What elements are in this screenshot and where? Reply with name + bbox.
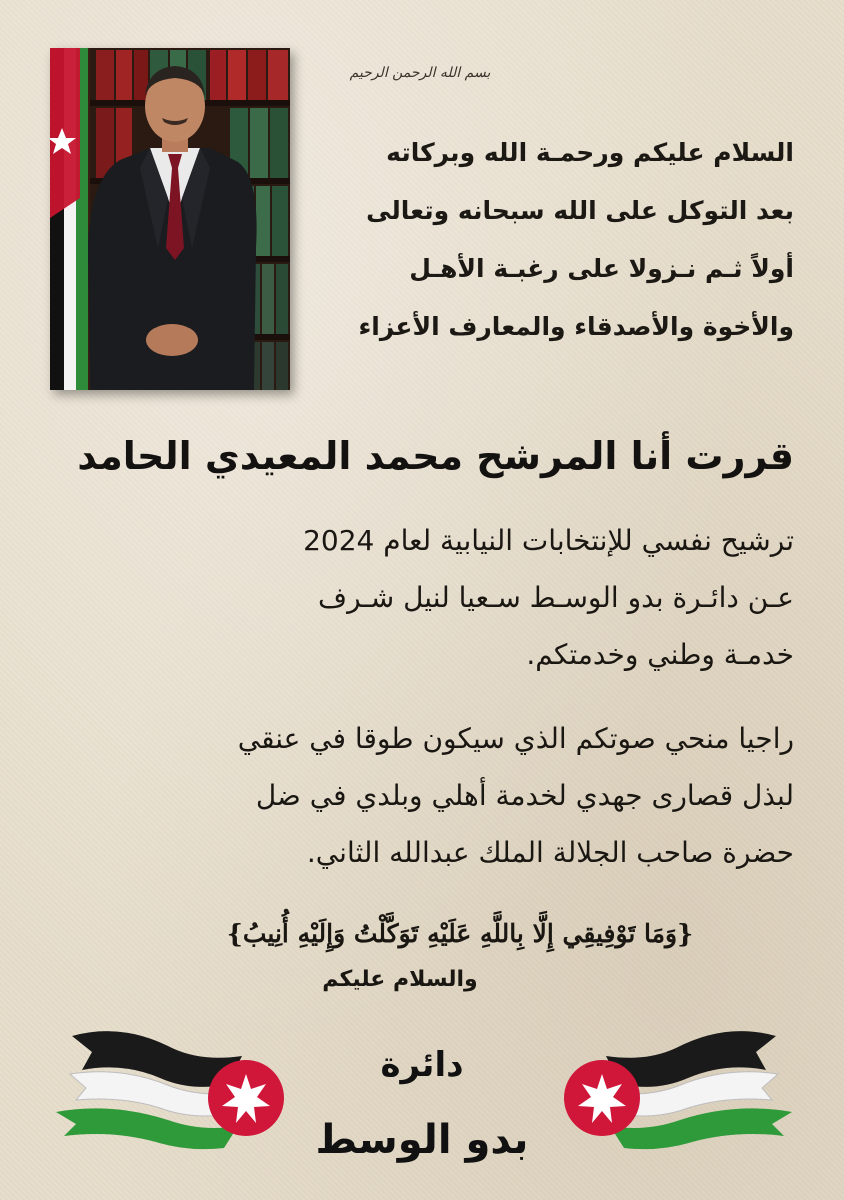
- paragraph-line: راجيا منحي صوتكم الذي سيكون طوقا في عنقي: [237, 722, 794, 755]
- appeal-paragraph: [50, 710, 794, 881]
- paragraph-line: عـن دائـرة بدو الوسـط سـعيا لنيل شـرف: [318, 581, 794, 614]
- intro-line: والأخوة والأصدقاء والمعارف الأعزاء: [358, 312, 794, 341]
- paragraph-line: لبذل قصارى جهدي لخدمة أهلي وبلدي في ضل: [255, 779, 794, 812]
- jordan-flag-ribbon-icon: [52, 1022, 292, 1152]
- paragraph-line: ترشيح نفسي للإنتخابات النيابية لعام 2024: [303, 524, 794, 557]
- paragraph-line: حضرة صاحب الجلالة الملك عبدالله الثاني.: [306, 836, 794, 869]
- intro-line: أولاً ثـم نـزولا على رغبـة الأهـل: [409, 254, 794, 283]
- paragraph-line: خدمـة وطني وخدمتكم.: [526, 638, 794, 671]
- jordan-star-icon: [208, 1060, 284, 1136]
- district-name: بدو الوسط: [315, 1117, 529, 1163]
- candidate-portrait: [50, 48, 290, 390]
- basmala-calligraphy: بسم الله الرحمن الرحيم: [349, 65, 491, 81]
- quran-verse: {وَمَا تَوْفِيقِي إِلَّا بِاللَّهِ عَلَيْهِ تَوَكَّلْتُ وَإِلَيْهِ أُنِيبُ}: [226, 919, 694, 948]
- jordan-star-icon: [564, 1060, 640, 1136]
- intro-line: بعد التوكل على الله سبحانه وتعالى: [366, 196, 794, 225]
- closing-greeting: والسلام عليكم: [322, 967, 478, 992]
- candidate-headline: قررت أنا المرشح محمد المعيدي الحامد: [77, 434, 794, 478]
- district-label: دائرة: [380, 1045, 464, 1085]
- intro-greeting: [334, 124, 794, 356]
- intro-line: السلام عليكم ورحمـة الله وبركاته: [386, 138, 794, 167]
- candidacy-paragraph: [50, 512, 794, 683]
- jordan-flag-ribbon-icon: [556, 1022, 796, 1152]
- jordan-flag: [50, 48, 88, 390]
